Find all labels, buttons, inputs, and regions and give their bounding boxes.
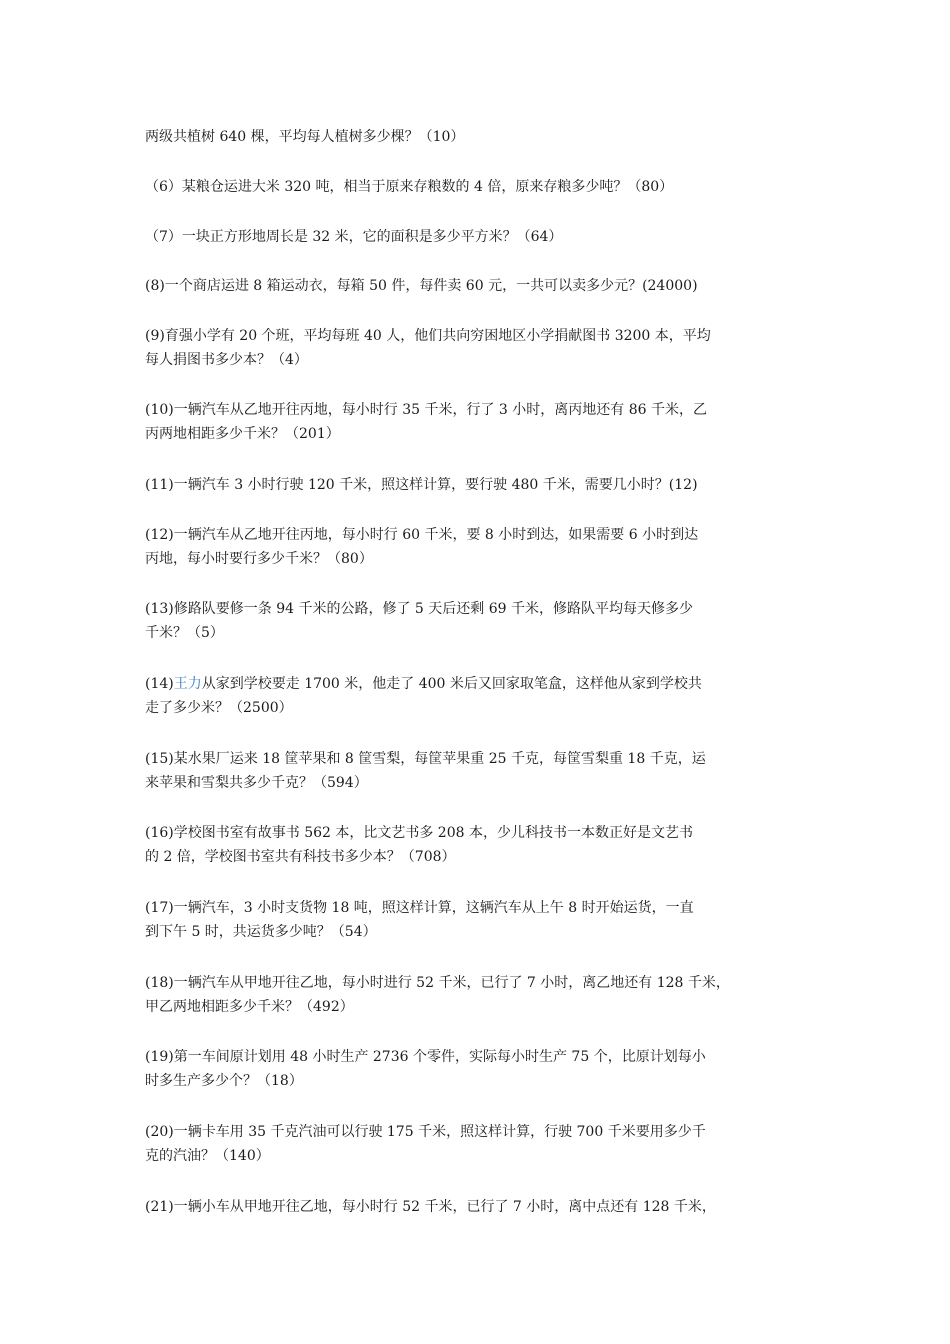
text-line: 每人捐图书多少本？（4） — [145, 352, 308, 368]
problem-18 — [145, 971, 815, 1019]
problem-19 — [145, 1045, 815, 1093]
problem-21 — [145, 1195, 815, 1219]
text-line: 的 2 倍，学校图书室共有科技书多少本？（708） — [145, 849, 456, 865]
problem-5-continued — [145, 125, 815, 149]
problem-11 — [145, 473, 815, 497]
problem-16 — [145, 821, 815, 869]
problem-20 — [145, 1120, 815, 1168]
text-line: (21)一辆小车从甲地开往乙地，每小时行 52 千米，已行了 7 小时，离中点还有 128 千米， — [145, 1199, 716, 1215]
text-line: (16)学校图书室有故事书 562 本，比文艺书多 208 本，少儿科技书一本数正好是文艺书 — [145, 825, 693, 841]
text-line: 克的汽油？（140） — [145, 1148, 270, 1164]
text-line: (12)一辆汽车从乙地开往丙地，每小时行 60 千米，要 8 小时到达，如果需要 6 小时到达 — [145, 527, 699, 543]
person-name-link[interactable]: 王力 — [173, 676, 202, 692]
problem-number: (14) — [145, 676, 174, 692]
text-line: 甲乙两地相距多少千米？（492） — [145, 999, 354, 1015]
text-line: （7）一块正方形地周长是 32 米，它的面积是多少平方米？（64） — [145, 229, 563, 245]
text-line: (17)一辆汽车，3 小时支货物 18 吨，照这样计算，这辆汽车从上午 8 时开始运货，一直 — [145, 900, 694, 916]
text-line: 走了多少米？（2500） — [145, 700, 293, 716]
text-line: （6）某粮仓运进大米 320 吨，相当于原来存粮数的 4 倍，原来存粮多少吨？（80） — [145, 179, 674, 195]
text-line: 千米？（5） — [145, 625, 224, 641]
text-line: (13)修路队要修一条 94 千米的公路，修了 5 天后还剩 69 千米，修路队平均每天修多少 — [145, 601, 693, 617]
problem-10 — [145, 398, 815, 446]
text-line: (9)育强小学有 20 个班，平均每班 40 人，他们共向穷困地区小学捐献图书 3200 本，平均 — [145, 328, 711, 344]
problem-7 — [145, 225, 815, 249]
text-line: 来苹果和雪梨共多少千克？（594） — [145, 775, 368, 791]
text-line: (20)一辆卡车用 35 千克汽油可以行驶 175 千米，照这样计算，行驶 700 千米要用多少千 — [145, 1124, 706, 1140]
problem-17 — [145, 896, 815, 944]
problem-15 — [145, 747, 815, 795]
problem-13 — [145, 597, 815, 645]
text-line: 到下午 5 时，共运货多少吨？（54） — [145, 924, 377, 940]
text-line: 时多生产多少个？（18） — [145, 1073, 303, 1089]
text-line: (15)某水果厂运来 18 筐苹果和 8 筐雪梨，每筐苹果重 25 千克，每筐雪梨重 18 千克，运 — [145, 751, 706, 767]
text-line: 丙两地相距多少千米？（201） — [145, 426, 340, 442]
problem-14 — [145, 672, 815, 720]
problem-12 — [145, 523, 815, 571]
text-line: (10)一辆汽车从乙地开往丙地，每小时行 35 千米，行了 3 小时，离丙地还有 86 千米，乙 — [145, 402, 707, 418]
problem-6 — [145, 175, 815, 199]
text-line — [145, 672, 815, 696]
problem-9 — [145, 324, 815, 372]
text-line: (11)一辆汽车 3 小时行驶 120 千米，照这样计算，要行驶 480 千米，需要几小时？(12) — [145, 477, 698, 493]
problem-text: 从家到学校要走 1700 米，他走了 400 米后又回家取笔盒，这样他从家到学校共 — [201, 676, 702, 692]
text-line: (18)一辆汽车从甲地开往乙地，每小时进行 52 千米，已行了 7 小时，离乙地还有 128 千米， — [145, 975, 730, 991]
text-line: 两级共植树 640 棵，平均每人植树多少棵？（10） — [145, 129, 465, 145]
text-line: (8)一个商店运进 8 箱运动衣，每箱 50 件，每件卖 60 元，一共可以卖多少元？(24000) — [145, 278, 698, 294]
text-line: (19)第一车间原计划用 48 小时生产 2736 个零件，实际每小时生产 75 个，比原计划每小 — [145, 1049, 706, 1065]
text-line: 丙地，每小时要行多少千米？（80） — [145, 551, 373, 567]
problem-8 — [145, 274, 815, 298]
